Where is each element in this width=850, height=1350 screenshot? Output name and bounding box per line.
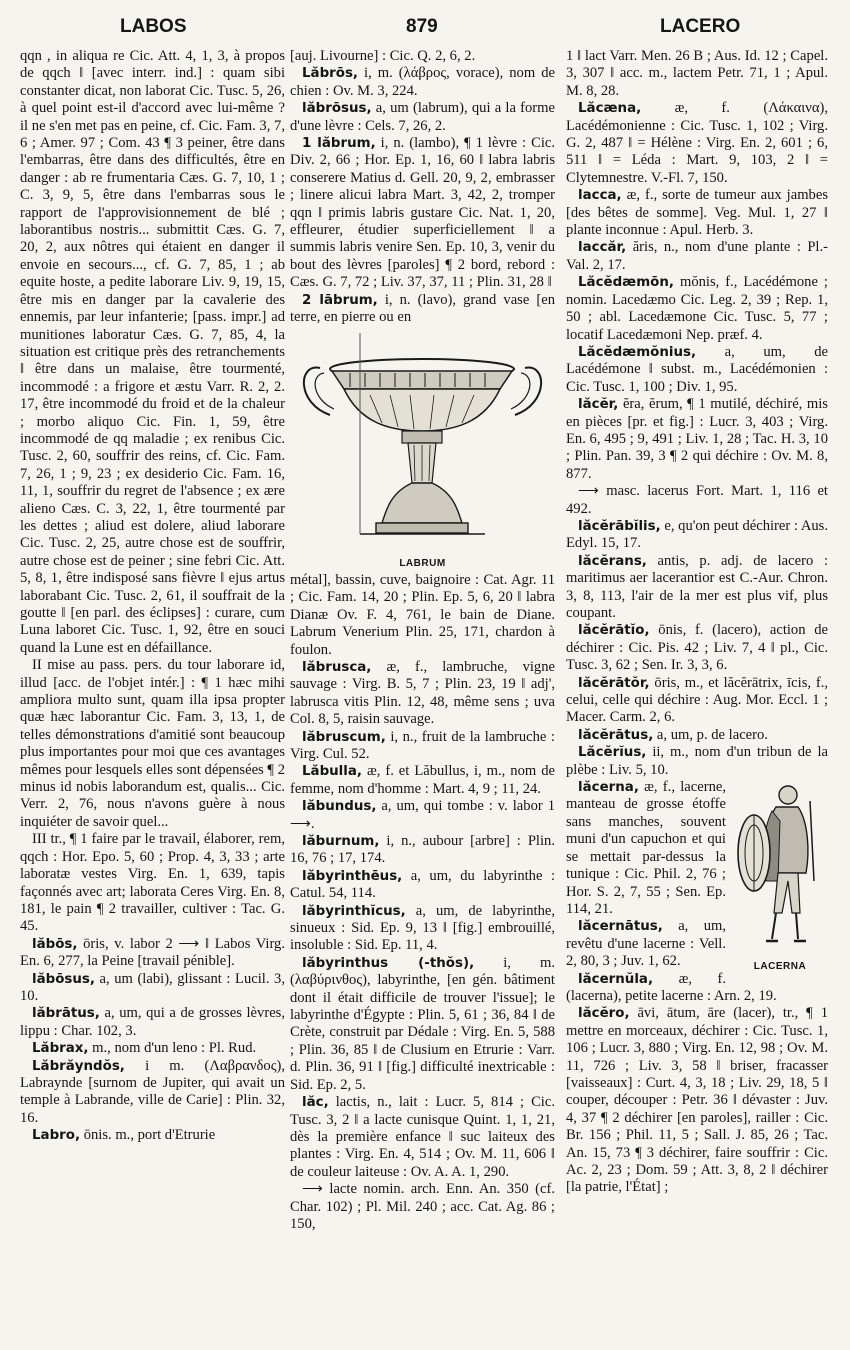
continuation-paragraph: qqn , in aliqua re Cic. Att. 4, 1, 3, à propos de qqch ‖ [avec interr. ind.] : quam sibi constanter dicat, non laborat Cic. Tusc. 5, 26, à quel point est-il d'accord avec lui-même ? il ne s'en met pas en peine, cf. Cic. Fam. 3, 7, 6 ; Amer. 97 ; Com. 43 ¶ 3 peiner, être dans l'embarras, être dans des difficultés, être en danger : ab re frumentaria Cæs. G. 7, 10, 1 ; C. 3, 9, 5, être dans l'embarras sous le rapport de l'approvisionnement de blé ; laborantibus nostris... submittit Cæs. G. 7, 20, 2, aux nôtres qui étaient en danger il envoie en secours..., cf. G. 7, 85, 1 ; ab equite hoste, a pedite laborare Liv. 9, 19, 15, être mis en danger par la cavalerie des ennemis, par leur infanterie; [pass. impr.] ad munitiones laboratur Cæs. G. 7, 85, 4, la situation est critique près des retranchements ‖ être dans un malaise, être tourmenté, incommodé : a frigore et æstu Varr. R. 2, 2. 17, être incommodé du froid et de la chaleur ; morbo aliquo Cic. Fin. 1, 59, être incommodé de qq maladie ; ex renibus Cic. Tusc. 2, 60, souffrir des reins, cf. Cic. Fam. 7, 26, 1 ; 9, 23 ; ex desiderio Cic. Fam. 16, 11, 1, souffrir du regret de l'absence ; ex ære alieno Cæs. C. 3, 22, 1, être tourmenté par les dettes ; aliud est dolere, aliud laborare Cic. Tusc. 2, 25, autre chose est de souffrir, autre chose est de peiner ; sine febri Cic. Att. 5, 8, 1, être indisposé sans fièvre ‖ ejus artus laborabant Cic. Tusc. 2, 61, il souffrait de la goutte ‖ [en parl. des éclipses] : curare, cum Luna laboret Cic. Tusc. 1, 92, être en souci quand la Lune est en défaillance.: [20, 48, 285, 656]
definition: ăris, n., nom d'une plante : Pl.-Val. 2, 17.: [566, 239, 828, 273]
headword: lăbyrinthus (-thŏs),: [302, 955, 475, 971]
headword: Labro,: [32, 1128, 81, 1144]
headword: lăcĕrans,: [578, 553, 647, 569]
sense-paragraph: II mise au pass. pers. du tour laborare id, illud [acc. de l'objet intér.] : ¶ 1 hæc mihi ampliora multo sunt, quam illa ipsa propter quæ hæc laborantur Cic. Fam. 3, 13, 1, de telles démonstrations d'amitié sont beaucoup plus importantes pour moi que ces avantages mêmes pour lesquels elles sont dépensées ¶ 2 minus id nobis laborandum est, qualis... Cic. Verr. 2, 76, nous n'avons guère à nous inquiéter de savoir quel...: [20, 657, 285, 830]
headword: Lăbulla,: [302, 764, 362, 780]
continuation-paragraph: métal], bassin, cuve, baignoire : Cat. Agr. 11 ; Cic. Fam. 14, 20 ; Plin. Ep. 5, 6, 20 ‖ labra Dianæ Ov. F. 4, 761, le bain de Diane. Labrum Venerium Plin. 25, 171, chardon à foulon.: [290, 571, 555, 658]
dictionary-entry: [566, 1005, 828, 1196]
headword: lăbundus,: [302, 799, 377, 815]
headword: 1 lăbrum,: [302, 136, 376, 152]
definition: m., nom d'un leno : Pl. Rud.: [88, 1040, 257, 1057]
definition: æ, f., sorte de tumeur aux jambes [des bêtes de somme]. Veg. Mul. 1, 27 ‖ plante inconnue : Apul. Herb. 3.: [566, 187, 828, 239]
column-3: [566, 48, 828, 1346]
definition: e, qu'on peut déchirer : Aus. Edyl. 15, 17.: [566, 517, 828, 552]
headword: lăcĕrātŏr,: [578, 675, 650, 691]
dictionary-entry: [20, 971, 285, 1006]
headword: 2 lābrum,: [302, 292, 378, 308]
definition: ii, m., nom d'un tribun de la plèbe : Liv. 5, 10.: [566, 744, 828, 778]
dictionary-entry: [566, 239, 828, 274]
dictionary-entry: [20, 1058, 285, 1128]
definition: a, um, de labyrinthe, sinueux : Sid. Ep. 9, 13 ‖ [fig.] embrouillé, insoluble : Sid. Ep. 11, 4.: [290, 902, 555, 954]
headword: lăburnum,: [302, 834, 380, 849]
dictionary-entry: [566, 187, 828, 239]
dictionary-entry: [290, 729, 555, 764]
definition: antis, p. adj. de lacero : maritimus aer lacerantior est C.-Aur. Chron. 3, 8, 113, l'air de la mer est plus vif, plus coupant.: [566, 552, 828, 621]
definition: a, um, qui tombe : v. labor 1 ⟶.: [290, 798, 555, 832]
dictionary-entry: [566, 727, 828, 744]
dictionary-entry: [566, 553, 828, 623]
note-paragraph: ⟶ lacte nomin. arch. Enn. An. 350 (cf. Char. 102) ; Pl. Mil. 240 ; acc. Cat. Ag. 86 ; 150,: [290, 1181, 555, 1232]
headword: lăc,: [302, 1095, 329, 1111]
headword: lăcernātus,: [578, 919, 663, 935]
headword: Lăbrăyndŏs,: [32, 1058, 125, 1074]
headword: Lăcĕrĭus,: [578, 745, 647, 761]
definition: a, um, de Lacédémone ‖ subst. m., Lacédémonien : Cic. Tusc. 1, 100 ; Div. 1, 95.: [566, 343, 828, 395]
definition: ōris, m., et lăcĕrātrix, īcis, f., celui, celle qui déchire : Aug. Mor. Eccl. 1 ; Macer. Carm. 2, 6.: [566, 674, 828, 726]
dictionary-entry: [566, 518, 828, 553]
dictionary-entry: [290, 1094, 555, 1181]
column-1: [20, 48, 285, 1346]
definition: a, um, qui a de grosses lèvres, lippu : Char. 102, 3.: [20, 1005, 285, 1039]
headword: laccăr,: [578, 240, 627, 256]
definition: mŏnis, f., Lacédémone ; nomin. Lacedæmo Cic. Leg. 2, 39 ; Rep. 1, 50 ; abl. Lacedæmone Cic. Tusc. 5, 77 ; locatif Lacedæmoni Nep. præf. 4.: [566, 274, 828, 343]
definition: a, um (labi), glissant : Lucil. 3, 10.: [20, 970, 285, 1004]
dictionary-entry: [290, 135, 555, 292]
definition: i, n., fruit de la lambruche : Virg. Cul. 52.: [290, 728, 555, 762]
definition: ōnis, f. (lacero), action de déchirer : Cic. Pis. 42 ; Liv. 7, 4 ‖ pl., Cic. Tusc. 3, 62 ; Sen. Ir. 3, 3, 6.: [566, 622, 828, 674]
continuation-paragraph: [auj. Livourne] : Cic. Q. 2, 6, 2.: [290, 48, 476, 64]
labrum-vase-illustration: [290, 333, 555, 551]
definition: a, um, revêtu d'une lacerne : Vell. 2, 80, 3 ; Juv. 1, 62.: [566, 918, 726, 970]
headword: lăbōs,: [32, 936, 78, 952]
page-header: [0, 16, 850, 44]
headword: lăbrātus,: [32, 1006, 100, 1022]
definition: i, m. (λαβύρινθος), labyrinthe, [en gén. bâtiment dont il était difficile de trouver l'issue]; le labyrinthe d'Égypte : Plin. 5, 61 ; 36, 84 ‖ de Crète, construit par Dédale : Virg. En. 5, 588 ; Plin. 36, 85 ‖ de Clusium en Etrurie : Varr. d. Plin. 36, 91 ‖ [fig.] difficulté inextricable : Sid. Ep. 2, 5.: [290, 954, 555, 1093]
dictionary-entry: [290, 798, 555, 833]
definition: lactis, n., lait : Lucr. 5, 814 ; Cic. Tusc. 3, 2 ‖ a lacte cunisque Quint. 1, 1, 21, dès la première enfance ‖ suc laiteux des plantes : Virg. En. 4, 514 ; Ov. M. 11, 606 ‖ de couleur laiteuse : Ov. A. A. 1, 290.: [290, 1094, 555, 1180]
dictionary-entry: [20, 1040, 285, 1057]
definition: i, n., aubour [arbre] : Plin. 16, 76 ; 17, 174.: [290, 833, 555, 867]
header-left-guide-word: LABOS: [120, 16, 187, 37]
dictionary-entry: [290, 833, 555, 868]
headword: Lăcĕdæmŏnius,: [578, 344, 697, 360]
headword: Lăcĕdæmōn,: [578, 275, 674, 291]
lacerna-figure-illustration: [732, 781, 828, 951]
definition: æ, f. (lacerna), petite lacerne : Arn. 2, 19.: [566, 970, 777, 1004]
headword: lăbruscum,: [302, 729, 386, 745]
definition: ĕra, ĕrum, ¶ 1 mutilé, déchiré, mis en pièces [pr. et fig.] : Lucr. 3, 403 ; Virg. En. 6, 495 ; 9, 491 ; Liv. 1, 28 ; Tac. H. 3, 10 ; Plin. Pan. 39, 3 ¶ 2 qui déchire : Ov. M. 8, 877.: [566, 396, 828, 482]
definition: i m. (Λαβρανδος), Labraynde [surnom de Jupiter, qui avait un temple à Labrande, ville de Carie] : Plin. 32, 16.: [20, 1057, 285, 1126]
note-paragraph: ⟶ masc. lacerus Fort. Mart. 1, 116 et 492.: [566, 483, 828, 517]
headword: lăbyrinthĭcus,: [302, 903, 406, 919]
labrum-caption: LABRUM: [399, 557, 446, 569]
headword: lăcernŭla,: [578, 971, 654, 987]
headword: lăbōsus,: [32, 971, 95, 987]
definition: æ, f. et Lăbullus, i, m., nom de femme, nom d'homme : Mart. 4, 9 ; 11, 24.: [290, 763, 555, 797]
headword: Lăbrōs,: [302, 66, 359, 82]
dictionary-entry: [290, 868, 555, 903]
definition: a, um (labrum), qui a la forme d'une lèvre : Cels. 7, 26, 2.: [290, 100, 555, 134]
headword: lăcĕro,: [578, 1006, 630, 1022]
dictionary-entry: [20, 1005, 285, 1040]
labrum-figure: [290, 333, 555, 572]
sense-paragraph: III tr., ¶ 1 faire par le travail, élaborer, rem, qqch : Hor. Epo. 5, 60 ; Prop. 4, 3, 33 ; arte laboratæ vestes Virg. En. 1, 639, tapis façonnés avec art; laborata Ceres Virg. En. 8, 181, le pain ¶ 2 travailler, cultiver : Tac. G. 45.: [20, 831, 285, 935]
definition: ōris, v. labor 2 ⟶ ‖ Labos Virg. En. 6, 277, la Peine [travail pénible].: [20, 935, 285, 970]
dictionary-entry: [290, 955, 555, 1094]
lacerna-caption: LACERNA: [753, 961, 807, 973]
definition: āvi, ātum, āre (lacer), tr., ¶ 1 mettre en morceaux, déchirer : Cic. Tusc. 1, 106 ; Lucr. 3, 880 ; Virg. En. 12, 98 ; Ov. M. 11, 726 ; Liv. 3, 58 ‖ briser, fracasser [vaisseaux] : Curt. 4, 3, 18 ; Liv. 29, 18, 5 ‖ couper, découper : Petr. 36 ‖ dévaster : Juv. 4, 37 ¶ 2 déchirer [en paroles], railler : Cic. Br. 156 ; Phil. 11, 5 ; Sall. J. 85, 26 ; Tac. An. 15, 73 ¶ 3 déchirer, faire souffrir : Cic. Ac. 2, 23 ; Dom. 59 ; Att. 3, 8, 2 ‖ déchirer [la patrie, l'État] ;: [566, 1005, 828, 1196]
lacerna-figure: [732, 781, 828, 976]
dictionary-entry: [566, 744, 828, 779]
dictionary-entry: [20, 1127, 285, 1144]
dictionary-entry: [290, 100, 555, 135]
dictionary-entry: [566, 622, 828, 674]
headword: lăbyrinthēus,: [302, 868, 403, 884]
headword: lacca,: [578, 188, 622, 204]
dictionary-entry: [290, 65, 555, 100]
continuation-paragraph: 1 ‖ lact Varr. Men. 26 B ; Aus. Id. 12 ; Capel. 3, 307 ‖ acc. m., lactem Petr. 71, 1 ; Apul. M. 8, 28.: [566, 48, 828, 99]
dictionary-entry: [290, 659, 555, 729]
definition: i, n. (lambo), ¶ 1 lèvre : Cic. Div. 2, 66 ; Hor. Ep. 1, 16, 60 ‖ labra labris conserere Matius d. Gell. 20, 9, 2, embrasser ; linere alicui labra Mart. 3, 42, 2, tromper qqn ‖ primis labris gustare Cic. Nat. 1, 20, effleurer, étudier superficiellement ‖ a summis labris venire Sen. Ep. 10, 3, venir du bout des lèvres [paroles] ¶ 2 bord, rebord : Cæs. G. 7, 72 ; Liv. 37, 37, 11 ; Plin. 31, 28 ‖: [290, 135, 555, 291]
dictionary-entry: [20, 936, 285, 971]
dictionary-entry: [290, 903, 555, 955]
headword: lăcĕrātus,: [578, 727, 654, 743]
dictionary-entry: [566, 344, 828, 396]
definition: i, n. (lavo), grand vase [en terre, en pierre ou en: [290, 291, 555, 326]
definition: a, um, p. de lacero.: [653, 726, 768, 743]
dictionary-entry: [290, 292, 555, 327]
dictionary-entry: [566, 274, 828, 344]
definition: æ, f., lacerne, manteau de grosse étoffe sans manches, souvent muni d'un capuchon et qui se mettait par-dessus la tunique : Cic. Phil. 2, 76 ; Hor. S. 2, 7, 55 ; Sen. Ep. 114, 21.: [566, 779, 726, 917]
definition: æ, f. (Λάκαινα), Lacédémonienne : Cic. Tusc. 1, 102 ; Virg. G. 2, 487 ‖ = Hélène : Virg. En. 2, 601 ; 6, 511 ‖ = Léda : Mart. 9, 103, 2 ‖ = Clytemnestre. V.-Fl. 7, 150.: [566, 100, 828, 186]
headword: Lăbrax,: [32, 1041, 89, 1057]
definition: a, um, du labyrinthe : Catul. 54, 114.: [290, 867, 555, 902]
headword: lăcerna,: [578, 780, 639, 796]
dictionary-entry: [566, 396, 828, 483]
dictionary-entry: [290, 763, 555, 798]
definition: i, m. (λάβρος, vorace), nom de chien : Ov. M. 3, 224.: [290, 65, 555, 99]
definition: ōnis. m., port d'Etrurie: [80, 1127, 216, 1144]
headword: lăbrusca,: [302, 659, 372, 675]
page-number: 879: [406, 16, 438, 37]
headword: lăbrōsus,: [302, 101, 372, 117]
headword: lăcĕrābĭlis,: [578, 518, 661, 534]
headword: lăcĕr,: [578, 397, 619, 413]
definition: æ, f., lambruche, vigne sauvage : Virg. B. 5, 7 ; Plin. 23, 19 ‖ adj', labrusca vitis Plin. 12, 48, même sens ; uva Col. 8, 5, raisin sauvage.: [290, 658, 555, 728]
column-2: [290, 48, 555, 1346]
header-right-guide-word: LACERO: [660, 16, 741, 37]
dictionary-entry: [566, 675, 828, 727]
headword: Lăcæna,: [578, 101, 642, 117]
headword: lăcĕrātĭo,: [578, 623, 650, 639]
dictionary-entry: [566, 100, 828, 187]
